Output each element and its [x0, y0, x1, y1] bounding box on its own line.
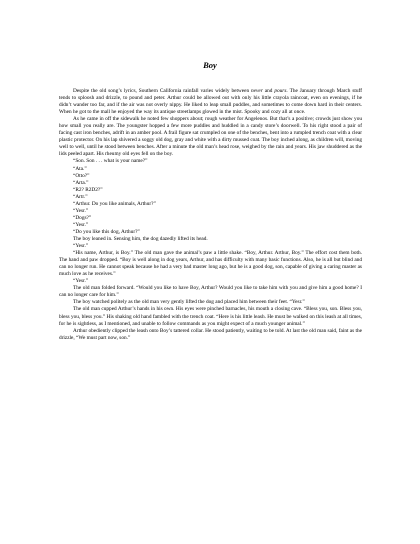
dialogue-line: “Yesr.” [73, 243, 89, 250]
dialogue-line: “Son. Son . . . what is your name?” [73, 158, 148, 165]
dialogue-line: “Yesr.” [73, 278, 89, 285]
dialogue-line: “Artr.” [73, 193, 88, 200]
paragraph: “His name, Arthur, is Boy.” The old man gave the animal’s paw a little shake. “Boy, Arthur. Arthur, Boy.” The effort cost them both. The hand and paw dropped. “Boy is well along in dog years, Arthur, and has difficulty with many basic functions. Also, he is all but blind and can no longer run. He cannot speak because he had a very bad master long ago, but he is a good dog, son, capable of giving a caring master as much love as he receives.” [59, 250, 362, 278]
dialogue-line: “Dogs?” [73, 214, 92, 221]
paragraph: The old man folded forward. “Would you like to have Boy, Arthur? Would you like to take him with you and give him a good home? I can no longer care for him.” [59, 285, 362, 299]
paragraph: The boy leaned in. Sensing him, the dog dazedly lifted its head. [73, 235, 208, 242]
paragraph: The old man cupped Arthur’s hands in his own. His eyes were pinched barnacles, his mouth a closing cave. “Bless you, son. Bless you, bless you, bless you.” His shaking old hand fambled with the trench coat. “Here is his little leash. He must be walked on this leash at all times, for he is sightless, as I mentioned, and unable to follow commands as you might expect of a much younger animal.” [59, 306, 362, 327]
dialogue-line: “Yesr.” [73, 207, 89, 214]
dialogue-line: “Otto?” [73, 172, 90, 179]
emphasis-never: never [251, 88, 263, 94]
story-body [59, 88, 362, 342]
paragraph-1 [59, 88, 362, 116]
emphasis-pours: pours [274, 88, 287, 94]
dialogue-line: “Arthur. Do you like animals, Arthur?” [73, 200, 156, 207]
paragraph: Arthur obediently clipped the leash onto Boy’s tattered collar. He stood patiently, waiting to be told. At last the old man said, faint as the drizzle, “We must part now, son.” [59, 327, 362, 341]
dialogue-line: “R2? R2D2?” [73, 186, 103, 193]
paragraph-text: Despite the old song’s lyrics, Southern California rainfall varies widely between [73, 88, 252, 94]
paragraph-text: . The January through March stuff tends to sploosh and drizzle, to pound and peter. Arthur could be allowed out with only his little crayola raincoat, even on evenings, if he didn’t wander too far, and if the air was not overly nippy. He liked to leap small puddles, and sometimes to come down hard in their centers. When he got to the mall he enjoyed the way its antique streetlamps glowed in the mist. Spooky and cozy all at once. [59, 88, 362, 116]
paragraph: As he came in off the sidewalk he noted few shoppers about; rough weather for Angelenos. But that’s a positive; crowds just show you how small you really are. The youngster hopped a few more puddles and huddled in a candy store’s doorwell. To his right stood a pair of facing cast iron benches, adrift in an amber pool. A frail figure sat crumpled on one of the benches, bent into a rumpled trench coat with a clear plastic protector. On his lap shivered a soggy old dog, gray and white with a dirty mussed coat. The boy inched along, as children will, moving well to well, until he stood between benches. After a minute the old man’s head rose, weighed by the rain and years. His jaw shuddered as the lids peeled apart. His rheumy old eyes fell on the boy. [59, 116, 362, 158]
paragraph: The boy watched politely as the old man very gently lifted the dog and placed him between their feet. “Yesr.” [73, 299, 305, 306]
dialogue-line: “Do you like this dog, Arthur?” [73, 228, 140, 235]
dialogue-line: “Arta.” [73, 179, 89, 186]
paragraph-text: and [262, 88, 275, 94]
story-title: Boy [203, 60, 217, 70]
dialogue-line: “Ata.” [73, 165, 87, 172]
dialogue-line: “Yesr.” [73, 221, 89, 228]
